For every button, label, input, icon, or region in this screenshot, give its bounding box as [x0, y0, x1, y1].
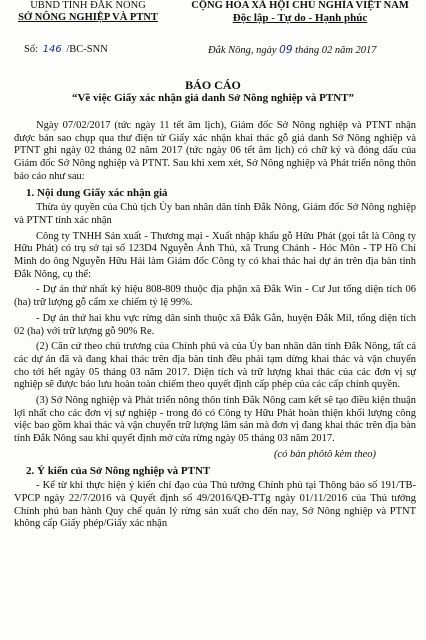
header-right: [178, 0, 422, 24]
date-year: năm 2017: [334, 45, 377, 56]
attachment-note: (có bản phôtô kèm theo): [273, 448, 376, 460]
document-title: BÁO CÁO: [185, 78, 241, 92]
section-1-paragraph: - Dự án thứ nhất ký hiệu 808-809 thuộc địa phận xã Đắk Win - Cư Jut tổng diện tích 06 (ha) trữ lượng gỗ cẩm xe chiếm tỷ lệ 99%.: [14, 284, 416, 309]
doc-number-suffix: /BC-SNN: [66, 44, 108, 55]
national-motto: Độc lập - Tự do - Hạnh phúc: [232, 12, 368, 24]
header-left: [8, 0, 168, 24]
document-number: [24, 44, 108, 55]
agency-name: UBND TỈNH ĐẮK NÔNG: [30, 0, 146, 11]
document-date: [208, 44, 377, 56]
department-name: SỞ NÔNG NGHIỆP VÀ PTNT: [18, 12, 158, 23]
date-day: 09: [279, 44, 293, 56]
date-month: 02: [321, 45, 333, 56]
date-place: Đắk Nông, ngày: [208, 45, 277, 56]
section-1-paragraph: Thừa ủy quyền của Chủ tịch Ủy ban nhân dân tỉnh Đắk Nông, Giám đốc Sở Nông nghiệp và PTNT tỉnh xác nhận: [14, 202, 416, 226]
section-1-heading: 1. Nội dung Giấy xác nhận giả: [26, 186, 168, 199]
section-1-paragraph: (2) Căn cứ theo chủ trương của Chính phủ và của Ủy ban nhân dân tỉnh Đắk Nông, tất cả các dự án đã và đang khai thác trên địa bàn tỉnh đều phải tạm dừng khai thác và vận chuyển cho tới hết ngày 05 tháng 03 năm 2017. Diện tích và trữ lượng khai thác của các đơn vị sự nghiệp sẽ được bảo lưu hoàn toàn chiếm theo quyết định cấp phép của các cấp chính quyền.: [14, 341, 416, 391]
document-subtitle: “Về việc Giấy xác nhận giả danh Sở Nông nghiệp và PTNT”: [71, 92, 355, 104]
republic-name: CỘNG HÒA XÃ HỘI CHỦ NGHĨA VIỆT NAM: [191, 0, 409, 11]
section-1-paragraph: Công ty TNHH Sản xuất - Thương mại - Xuất nhập khẩu gỗ Hữu Phát (gọi tắt là Công ty Hữu Phát) có trụ sở tại số 123D4 Nguyễn Ảnh Thủ, xã Trung Chánh - Hóc Môn - TP Hồ Chí Minh do ông Nguyễn Hữu Hải làm Giám đốc Công ty có khai thác hai dự án trên địa bàn tỉnh Đắk Nông, cụ thể:: [14, 230, 416, 280]
section-1-paragraph: (3) Sở Nông nghiệp và Phát triển nông thôn tỉnh Đắk Nông cam kết sẽ tạo điều kiện thuận lợi nhất cho các đơn vị sự nghiệp - trong đó có Công ty Hữu Phát hoàn thiện khối lượng công việc bao gồm khai thác và vận chuyển trữ lượng lâm sản mà đơn vị đang khai thác trên địa bàn tỉnh Đắk Nông sau khi quyết định mở cửa rừng ngày 05 tháng 03 năm 2017.: [14, 395, 416, 445]
document-body: [14, 120, 416, 534]
section-1-paragraph: - Dự án thứ hai khu vực rừng dân sinh thuộc xã Đắk Gằn, huyện Đắk Mil, tổng diện tích 02 (ha) với trữ lượng gỗ 90% Re.: [14, 312, 416, 337]
section-2-heading: 2. Ý kiến của Sở Nông nghiệp và PTNT: [26, 464, 211, 477]
section-2-paragraph: - Kể từ khi thực hiện ý kiến chỉ đạo của Thủ tướng Chính phủ tại Thông báo số 191/TB-VPCP ngày 22/7/2016 và Quyết định số 49/2016/QĐ-TTg ngày 01/11/2016 của Thủ tướng Chính phủ ban hành Quy chế quản lý rừng sản xuất cho đến nay, Sở Nông nghiệp và PTNT không cấp Giấy phép/Giấy xác nhận: [14, 480, 416, 530]
date-month-label: tháng: [295, 45, 320, 56]
doc-number-prefix: Số:: [24, 44, 39, 55]
doc-number-handwritten: 146: [42, 44, 62, 55]
intro-paragraph: Ngày 07/02/2017 (tức ngày 11 tết âm lịch), Giám đốc Sở Nông nghiệp và PTNT nhận được bản sao chụp qua thư điện tử Giấy xác nhận khai thác gỗ giả danh Sở Nông nghiệp và PTNT ghi ngày 02 tháng 02 năm 2017 (tức ngày 06 tết âm lịch) có chữ ký và đóng dấu của Giám đốc Sở Nông nghiệp và PTNT. Sau khi xem xét, Sở Nông nghiệp và Phát triển nông thôn báo cáo như sau:: [14, 120, 416, 182]
